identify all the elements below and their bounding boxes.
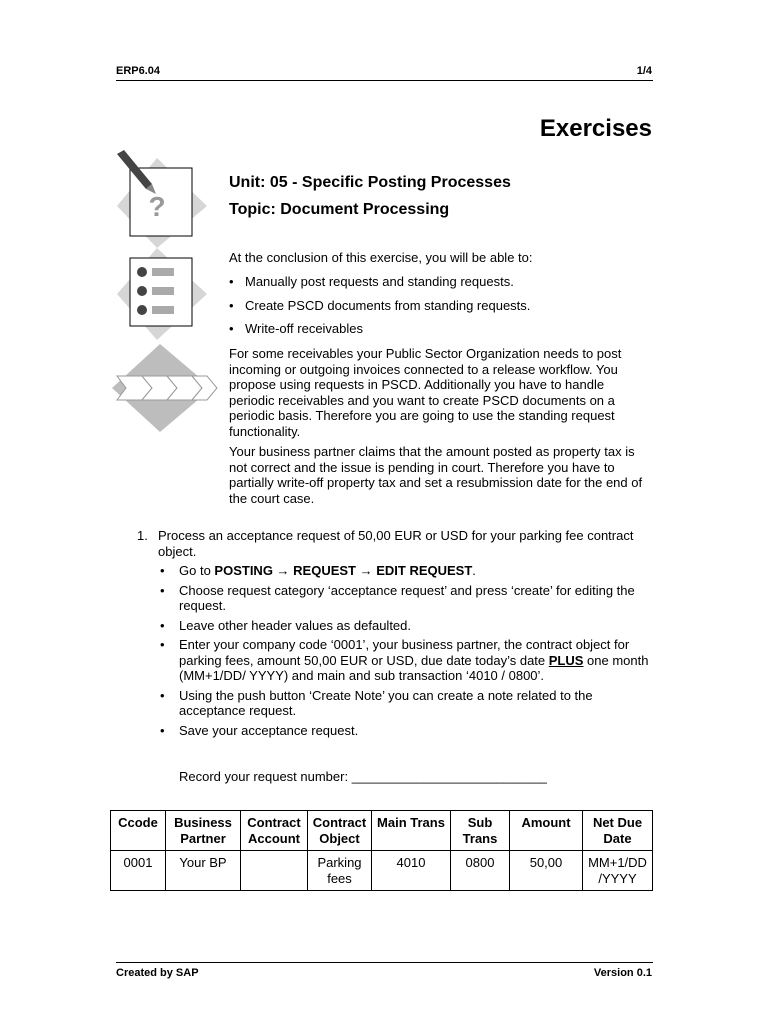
posting-table	[110, 810, 653, 891]
table-header: Ccode	[111, 811, 166, 851]
task-text: Process an acceptance request of 50,00 EUR or USD for your parking fee contract object.	[158, 528, 634, 559]
table-cell: 4010	[372, 851, 451, 891]
header-rule	[116, 80, 653, 81]
footer-version: Version 0.1	[593, 967, 652, 979]
step-goto-prefix: Go to	[179, 563, 215, 578]
objectives-list	[229, 274, 649, 337]
page-title: Exercises	[539, 115, 652, 142]
table-cell: Parking fees	[308, 851, 372, 891]
record-request-number: Record your request number: ___________________________	[179, 769, 547, 784]
step-item: • Choose request category ‘acceptance request’ and press ‘create’ for editing the request.	[158, 583, 650, 614]
step-item: • Save your acceptance request.	[158, 723, 650, 739]
question-pencil-icon	[112, 148, 222, 248]
scenario-paragraph-2: Your business partner claims that the amount posted as property tax is not correct and the issue is pending in court. Therefore you have to partially write-off property tax and set a resubmission date for the end of the court case.	[229, 444, 643, 506]
footer-left: Created by SAP	[116, 967, 199, 979]
table-header: Main Trans	[372, 811, 451, 851]
checklist-icon	[112, 248, 222, 343]
table-cell: Your BP	[166, 851, 241, 891]
footer-rule	[116, 962, 653, 963]
plus-emphasis: PLUS	[548, 652, 584, 668]
table-header: Business Partner	[166, 811, 241, 851]
table-header: Contract Object	[308, 811, 372, 851]
table-cell	[241, 851, 308, 891]
step-goto-suffix: .	[472, 563, 476, 578]
table-header: Contract Account	[241, 811, 308, 851]
unit-heading: Unit: 05 - Specific Posting Processes	[229, 174, 511, 191]
task-steps	[158, 563, 650, 742]
table-header: Sub Trans	[451, 811, 510, 851]
menu-path: POSTING → REQUEST → EDIT REQUEST	[214, 563, 473, 578]
objective-item: • Write-off receivables	[229, 321, 649, 337]
intro-text: At the conclusion of this exercise, you will be able to:	[229, 250, 533, 265]
header-page-number: 1/4	[636, 65, 652, 77]
table-cell: MM+1/DD /YYYY	[583, 851, 653, 891]
objective-item: • Manually post requests and standing requests.	[229, 274, 649, 290]
step-enter-values	[158, 637, 650, 684]
table-cell: 0001	[111, 851, 166, 891]
scenario-paragraph-1: For some receivables your Public Sector Organization needs to post incoming or outgoing invoices connected to a release workflow. You propose using requests in PSCD. Additionally you have to handle periodic receivables and you want to create PSCD documents on a periodic basis. Therefore you are going to use the standing request functionality.	[229, 346, 622, 439]
task-number: 1.	[137, 528, 148, 543]
table-cell: 50,00	[510, 851, 583, 891]
table-header: Net Due Date	[583, 811, 653, 851]
header-left: ERP6.04	[116, 65, 161, 77]
table-cell: 0800	[451, 851, 510, 891]
table-header: Amount	[510, 811, 583, 851]
step-goto	[158, 563, 650, 579]
table-header-row	[111, 811, 653, 851]
process-arrows-icon	[112, 344, 222, 434]
topic-heading: Topic: Document Processing	[229, 201, 450, 218]
step-item: • Leave other header values as defaulted.	[158, 618, 650, 634]
step-item: • Using the push button ‘Create Note’ you can create a note related to the acceptance request.	[158, 688, 650, 719]
step-text: Enter your company code ‘0001’, your business partner, the contract object for parking fees, amount 50,00 EUR or USD, due date today’s date	[179, 637, 630, 668]
step-text: one month (MM+1/DD/ YYYY) and main and sub transaction ‘4010 / 0800’.	[179, 652, 649, 683]
table-row	[111, 851, 653, 891]
svg-text:?: ?	[148, 191, 166, 222]
objective-item: • Create PSCD documents from standing requests.	[229, 298, 649, 314]
